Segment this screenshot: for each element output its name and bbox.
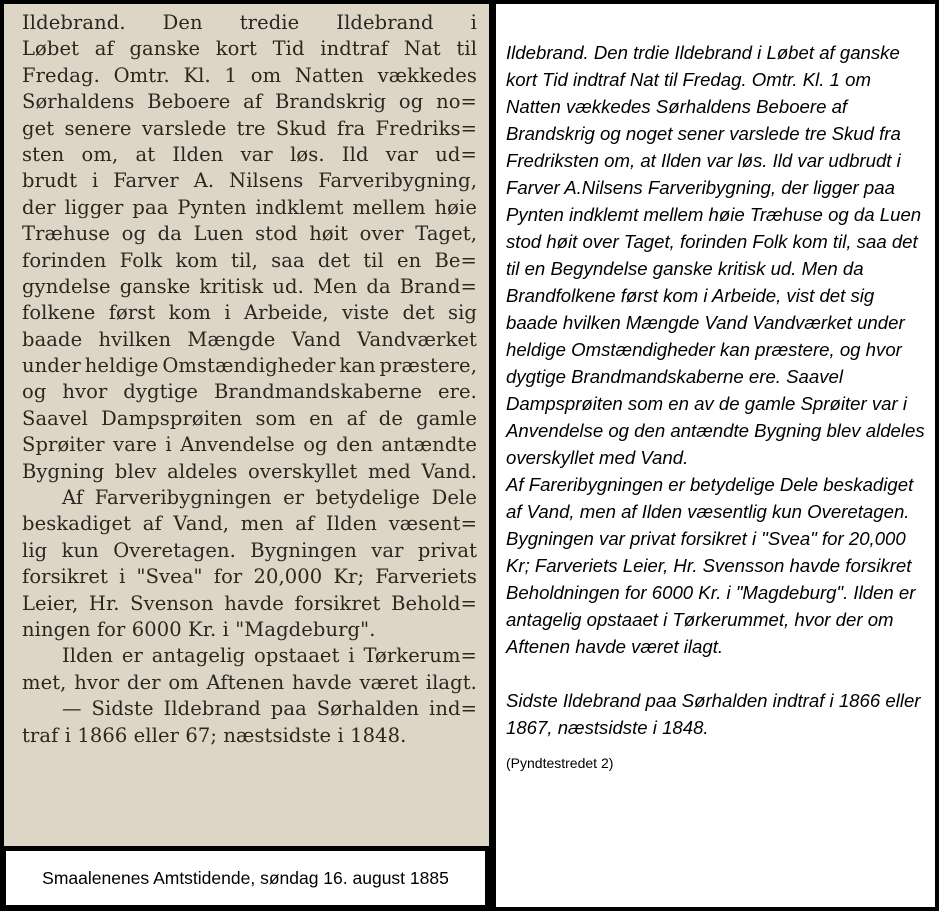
transcript-paragraph-3: Sidste Ildebrand paa Sørhalden indtraf i 1866 eller 1867, næstsidste i 1848.	[506, 690, 921, 738]
clipping-line: Af Farveribygningen er betydelige Dele	[62, 486, 477, 510]
clipping-line: met, hvor der om Aftenen havde været ilagt.	[22, 670, 477, 694]
clipping-line: forsikret i "Svea" for 20,000 Kr; Farveriets	[22, 565, 477, 589]
clipping-line: traf i 1866 eller 67; næstsidste i 1848.	[22, 723, 407, 747]
clipping-line: sten om, at Ilden var løs. Ild var ud=	[22, 142, 477, 166]
clipping-line: folkene først kom i Arbeide, viste det sig	[22, 301, 477, 325]
clipping-line: og hvor dygtige Brandmandskaberne ere.	[22, 380, 477, 404]
clipping-text	[22, 10, 479, 749]
clipping-line: Fredag. Omtr. Kl. 1 om Natten vækkedes	[22, 63, 477, 87]
clipping-line: Sørhaldens Beboere af Brandskrig og no=	[22, 90, 477, 114]
clipping-line: forinden Folk kom til, saa det til en Be=	[22, 248, 477, 272]
clipping-line: get senere varslede tre Skud fra Fredriks=	[22, 116, 477, 140]
clipping-line: under heldige Omstændigheder kan præstere,	[22, 354, 477, 378]
clipping-line: brudt i Farver A. Nilsens Farveribygning,	[22, 169, 477, 193]
transcript-credit: (Pyndtestredet 2)	[506, 755, 614, 771]
clipping-line: ningen for 6000 Kr. i "Magdeburg".	[22, 617, 376, 641]
clipping-line: lig kun Overetagen. Bygningen var privat	[22, 538, 477, 562]
clipping-line: Bygning blev aldeles overskyllet med Vand.	[22, 459, 477, 483]
clipping-line: Sprøiter vare i Anvendelse og den antændte	[22, 433, 477, 457]
clipping-line: der ligger paa Pynten indklemt mellem høie	[22, 195, 477, 219]
clipping-line: gyndelse ganske kritisk ud. Men da Brand=	[22, 274, 477, 298]
clipping-line: Leier, Hr. Svenson havde forsikret Behold=	[22, 591, 477, 615]
transcript-paragraph-2: Af Fareribygningen er betydelige Dele beskadiget af Vand, men af Ilden væsentlig kun Overetagen. Bygningen var privat forsikret i "Svea" for 20,000 Kr; Farveriets Leier, Hr. Svensson havde forsikret Beholdningen for 6000 Kr. i "Magdeburg". Ilden er antagelig opstaaet i Tørkerummet, hvor der om Aftenen havde været ilagt.	[506, 474, 916, 657]
clipping-line: Træhuse og da Luen stod høit over Taget,	[22, 222, 477, 246]
clipping-line: Saavel Dampsprøiten som en af de gamle	[22, 406, 477, 430]
paragraph-gap	[506, 660, 929, 687]
transcription-panel	[496, 4, 935, 907]
clipping-line: — Sidste Ildebrand paa Sørhalden ind=	[62, 697, 477, 721]
source-caption	[4, 849, 487, 907]
clipping-line: beskadiget af Vand, men af Ilden væsent=	[22, 512, 477, 536]
clipping-line: baade hvilken Mængde Vand Vandværket	[22, 327, 477, 351]
clipping-line: Løbet af ganske kort Tid indtraf Nat til	[22, 37, 477, 61]
clipping-line: Ilden er antagelig opstaaet i Tørkerum=	[62, 644, 477, 668]
transcript-paragraph-1: Ildebrand. Den trdie Ildebrand i Løbet af ganske kort Tid indtraf Nat til Fredag. Omtr. Kl. 1 om Natten vækkedes Sørhaldens Beboere af Brandskrig og noget sener varslede tre Skud fra Fredriksten om, at Ilden var løs. Ild var udbrudt i Farver A.Nilsens Farveribygning, der ligger paa Pynten indklemt mellem høie Træhuse og da Luen stod høit over Taget, forinden Folk kom til, saa det til en Begyndelse ganske kritisk ud. Men da Brandfolkene først kom i Arbeide, vist det sig baade hvilken Mængde Vand Vandværket under heldige Omstændigheder kan præstere, og hvor dygtige Brandmandskaberne ere. Saavel Dampsprøiten som en av de gamle Sprøiter var i Anvendelse og den antændte Bygning blev aldeles overskyllet med Vand.	[506, 42, 925, 468]
newspaper-clipping	[4, 4, 489, 846]
caption-text: Smaalenenes Amtstidende, søndag 16. august 1885	[42, 868, 449, 888]
clipping-line: Ildebrand. Den tredie Ildebrand i	[22, 11, 477, 34]
